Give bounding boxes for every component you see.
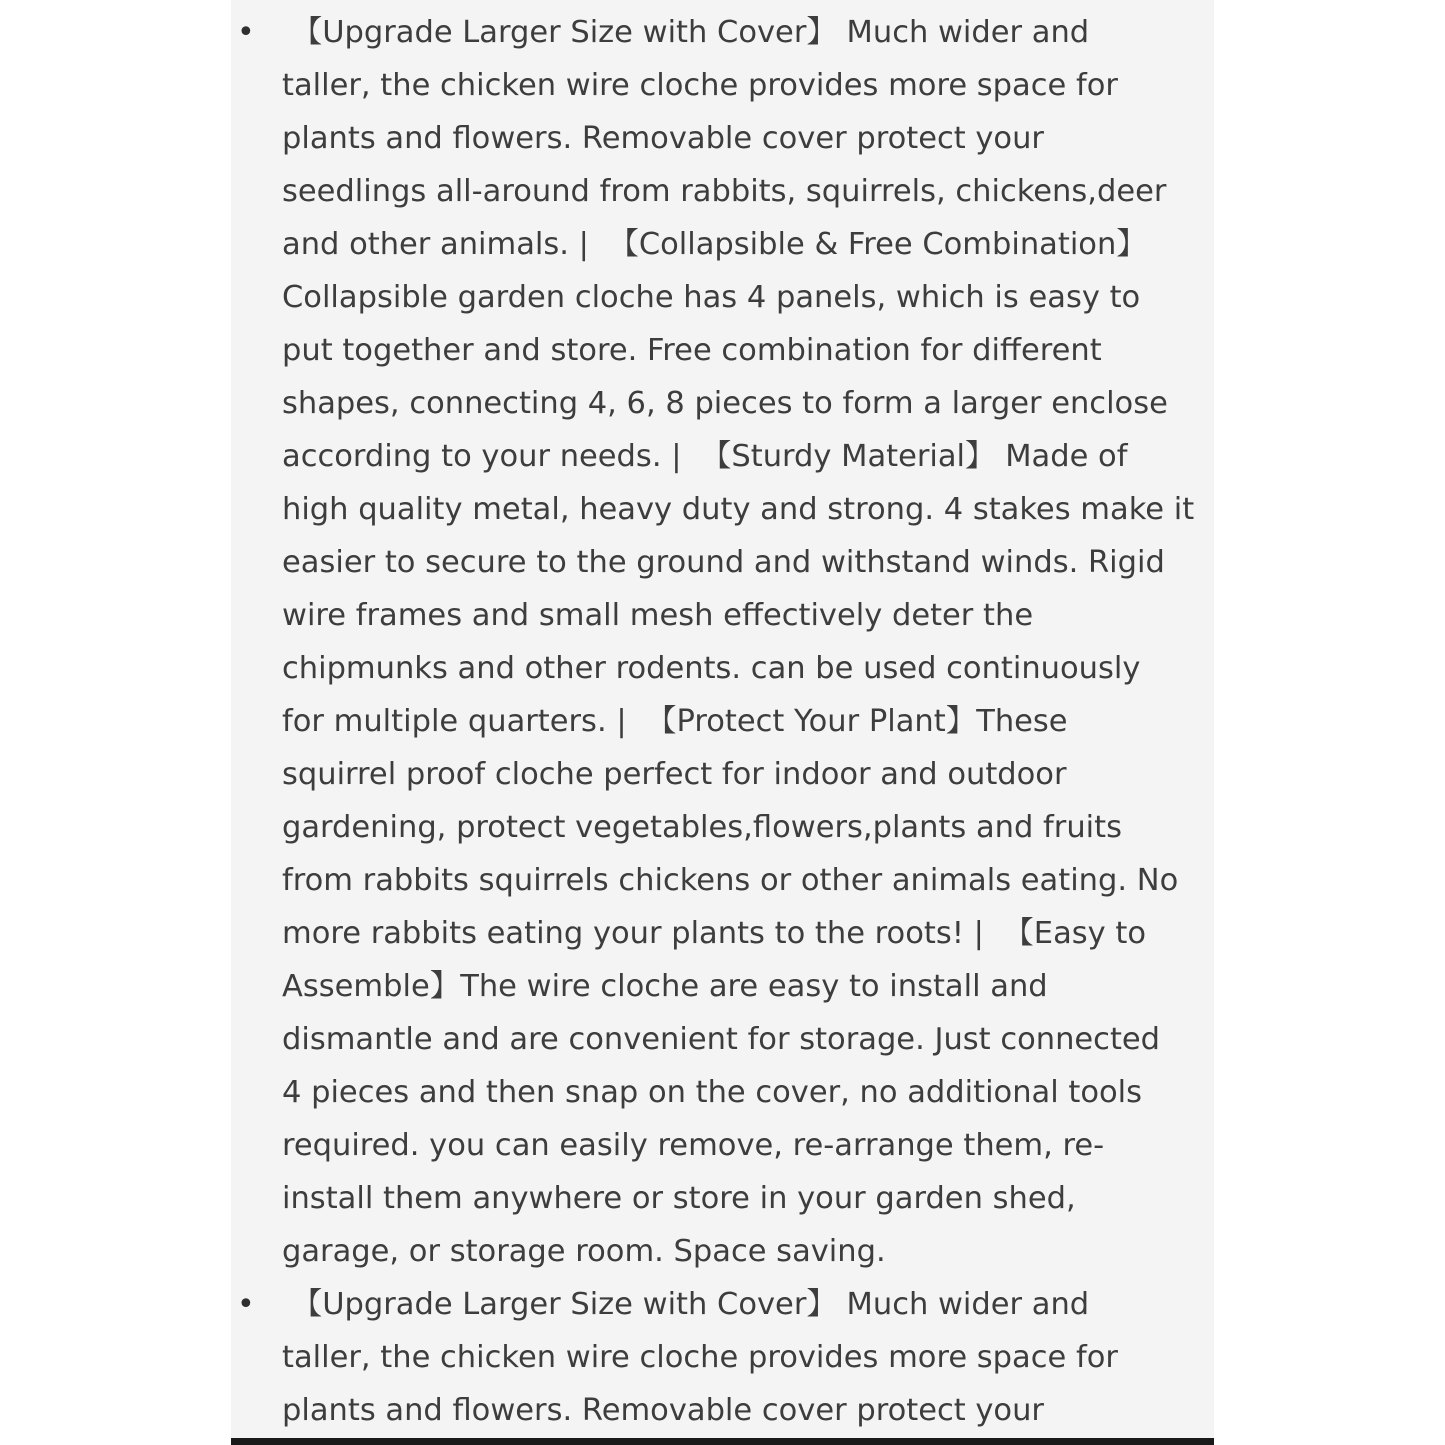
text-line: plants and flowers. Removable cover protect your — [282, 1393, 1044, 1428]
text-line: garage, or storage room. Space saving. — [282, 1234, 886, 1269]
text-line: seedlings all-around from rabbits, squirrels, chickens,deer — [282, 174, 1167, 209]
product-description-panel — [231, 0, 1214, 1445]
text-line: squirrel proof cloche perfect for indoor and outdoor — [282, 757, 1067, 792]
text-line: chipmunks and other rodents. can be used continuously — [282, 651, 1141, 686]
text-line: 【Upgrade Larger Size with Cover】 Much wider and — [282, 1287, 1090, 1322]
text-line: wire frames and small mesh effectively deter the — [282, 598, 1034, 633]
text-line: shapes, connecting 4, 6, 8 pieces to form a larger enclose — [282, 386, 1168, 421]
text-line: for multiple quarters. | 【Protect Your Plant】These — [282, 704, 1068, 739]
text-line: easier to secure to the ground and withstand winds. Rigid — [282, 545, 1165, 580]
text-line: taller, the chicken wire cloche provides more space for — [282, 68, 1118, 103]
text-line: from rabbits squirrels chickens or other animals eating. No — [282, 863, 1179, 898]
text-line: dismantle and are convenient for storage. Just connected — [282, 1022, 1161, 1057]
text-line: 4 pieces and then snap on the cover, no additional tools — [282, 1075, 1143, 1110]
text-line: 【Upgrade Larger Size with Cover】 Much wider and — [282, 15, 1090, 50]
text-line: according to your needs. | 【Sturdy Material】 Made of — [282, 439, 1128, 474]
text-line: high quality metal, heavy duty and strong. 4 stakes make it — [282, 492, 1195, 527]
text-line: Assemble】The wire cloche are easy to install and — [282, 969, 1048, 1004]
text-line: plants and flowers. Removable cover protect your — [282, 121, 1044, 156]
text-line: install them anywhere or store in your garden shed, — [282, 1181, 1076, 1216]
text-line: Collapsible garden cloche has 4 panels, which is easy to — [282, 280, 1141, 315]
text-line: gardening, protect vegetables,flowers,plants and fruits — [282, 810, 1122, 845]
list-item — [237, 6, 1195, 1278]
text-line: more rabbits eating your plants to the roots! | 【Easy to — [282, 916, 1147, 951]
text-line: put together and store. Free combination for different — [282, 333, 1102, 368]
bullet-icon: • — [237, 15, 255, 50]
feature-list — [237, 6, 1195, 1437]
list-item — [237, 1278, 1172, 1437]
bottom-border — [231, 1438, 1214, 1445]
text-line: taller, the chicken wire cloche provides more space for — [282, 1340, 1118, 1375]
text-line: required. you can easily remove, re-arrange them, re- — [282, 1128, 1105, 1163]
text-line: and other animals. | 【Collapsible & Free Combination】 — [282, 227, 1147, 262]
bullet-icon: • — [237, 1287, 255, 1322]
